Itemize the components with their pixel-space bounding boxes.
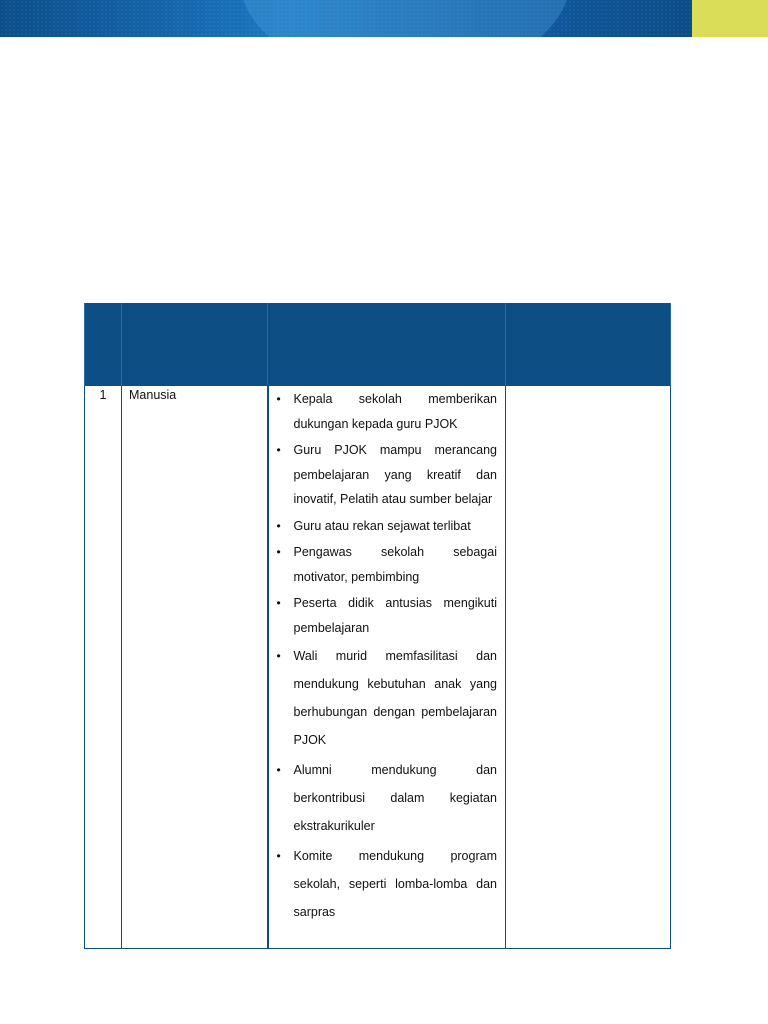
list-item [275, 842, 498, 926]
list-item [275, 438, 498, 512]
bullet-icon: • [276, 763, 281, 777]
list-item-text: Pengawas sekolah sebagai motivator, pembimbing [293, 545, 497, 584]
list-item [275, 387, 498, 436]
header-cell-note [506, 303, 671, 386]
list-item-text: Guru atau rekan sejawat terlibat [293, 518, 471, 533]
list-item-text: Wali murid memfasilitasi dan mendukung kebutuhan anak yang berhubungan dengan pembelajaran PJOK [293, 649, 497, 747]
row-category: Manusia [122, 386, 268, 949]
bullet-icon: • [276, 596, 281, 610]
banner-accent [692, 0, 768, 37]
list-item-text: Alumni mendukung dan berkontribusi dalam kegiatan ekstrakurikuler [293, 763, 497, 833]
row-number: 1 [85, 386, 122, 949]
header-cell-no [85, 303, 122, 386]
header-cell-category [122, 303, 268, 386]
list-item-text: Peserta didik antusias mengikuti pembelajaran [293, 596, 497, 635]
bullet-icon: • [276, 443, 281, 457]
row-description [268, 386, 506, 949]
list-item [275, 514, 498, 539]
factor-list [275, 387, 498, 926]
header-banner [0, 0, 768, 37]
list-item [275, 591, 498, 640]
list-item-text: Guru PJOK mampu merancang pembelajaran yang kreatif dan inovatif, Pelatih atau sumber belajar [293, 443, 497, 506]
analysis-table [84, 303, 671, 949]
header-cell-description [268, 303, 506, 386]
bullet-icon: • [276, 649, 281, 663]
list-item [275, 540, 498, 589]
table-header-row [85, 303, 671, 386]
list-item [275, 642, 498, 754]
bullet-icon: • [276, 545, 281, 559]
banner-arc [240, 0, 570, 37]
list-item-text: Komite mendukung program sekolah, seperti lomba-lomba dan sarpras [293, 849, 497, 919]
bullet-icon: • [276, 849, 281, 863]
bullet-icon: • [276, 518, 281, 533]
table-row [85, 386, 671, 949]
row-note [506, 386, 671, 949]
bullet-icon: • [276, 392, 281, 406]
list-item-text: Kepala sekolah memberikan dukungan kepada guru PJOK [293, 392, 497, 431]
list-item [275, 756, 498, 840]
